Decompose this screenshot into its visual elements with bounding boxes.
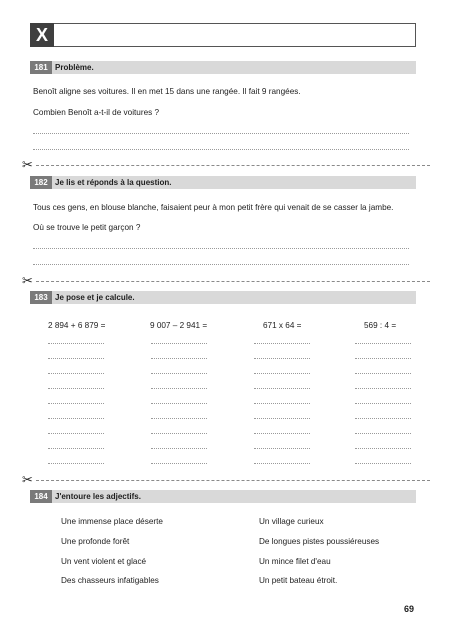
exercise-184-number: 184	[30, 490, 52, 503]
operation-addition: 2 894 + 6 879 =	[48, 321, 106, 330]
adjective-phrase: Des chasseurs infatigables	[61, 576, 159, 585]
calculation-line	[254, 358, 310, 359]
exercise-181-number: 181	[30, 61, 52, 74]
calculation-line	[151, 433, 207, 434]
calculation-line	[355, 463, 411, 464]
scissors-icon: ✂	[22, 157, 33, 172]
calculation-line	[355, 403, 411, 404]
calculation-line	[254, 373, 310, 374]
calculation-line	[48, 418, 104, 419]
adjective-phrase: Un village curieux	[259, 517, 324, 526]
operation-division: 569 : 4 =	[364, 321, 397, 330]
cut-line	[36, 480, 430, 481]
exercise-182-title: Je lis et réponds à la question.	[55, 178, 172, 187]
page-number: 69	[404, 604, 415, 614]
calculation-line	[254, 343, 310, 344]
adjective-phrase: Un mince filet d'eau	[259, 557, 331, 566]
scissors-icon: ✂	[22, 273, 33, 288]
operation-subtraction: 9 007 – 2 941 =	[150, 321, 208, 330]
exercise-183-title: Je pose et je calcule.	[55, 293, 135, 302]
exercise-181-title: Problème.	[55, 63, 94, 72]
calculation-line	[355, 343, 411, 344]
calculation-line	[254, 433, 310, 434]
exercise-182-header	[30, 176, 416, 189]
exercise-184-title: J'entoure les adjectifs.	[55, 492, 141, 501]
calculation-line	[151, 388, 207, 389]
calculation-line	[355, 448, 411, 449]
calculation-line	[254, 463, 310, 464]
exercise-181-header	[30, 61, 416, 74]
exercise-181-statement: Benoît aligne ses voitures. Il en met 15 dans une rangée. Il fait 9 rangées.	[33, 87, 301, 96]
calculation-line	[48, 388, 104, 389]
calculation-line	[48, 463, 104, 464]
calculation-line	[254, 403, 310, 404]
cut-line	[36, 281, 430, 282]
calculation-line	[254, 448, 310, 449]
calculation-line	[151, 373, 207, 374]
adjective-phrase: De longues pistes poussiéreuses	[259, 537, 380, 546]
answer-line	[33, 149, 409, 150]
calculation-line	[355, 388, 411, 389]
adjective-phrase: Une immense place déserte	[61, 517, 163, 526]
exercise-182-number: 182	[30, 176, 52, 189]
calculation-line	[151, 463, 207, 464]
calculation-line	[48, 403, 104, 404]
exercise-182-question: Où se trouve le petit garçon ?	[33, 223, 141, 232]
adjective-phrase: Un petit bateau étroit.	[259, 576, 338, 585]
calculation-line	[151, 358, 207, 359]
adjective-phrase: Un vent violent et glacé	[61, 557, 147, 566]
calculation-line	[48, 448, 104, 449]
exercise-182-statement: Tous ces gens, en blouse blanche, faisaient peur à mon petit frère qui venait de se casser la jambe.	[33, 203, 394, 212]
calculation-line	[48, 373, 104, 374]
calculation-line	[355, 358, 411, 359]
adjective-phrase: Une profonde forêt	[61, 537, 130, 546]
calculation-line	[151, 403, 207, 404]
operation-multiplication: 671 x 64 =	[263, 321, 302, 330]
calculation-line	[48, 433, 104, 434]
answer-line	[33, 248, 409, 249]
calculation-line	[151, 448, 207, 449]
header-box	[30, 23, 416, 47]
exercise-184-header	[30, 490, 416, 503]
calculation-line	[355, 433, 411, 434]
answer-line	[33, 133, 409, 134]
header-letter: X	[30, 23, 54, 47]
calculation-line	[254, 388, 310, 389]
calculation-line	[254, 418, 310, 419]
cut-line	[36, 165, 430, 166]
exercise-181-question: Combien Benoît a-t-il de voitures ?	[33, 108, 160, 117]
exercise-183-number: 183	[30, 291, 52, 304]
answer-line	[33, 264, 409, 265]
exercise-183-header	[30, 291, 416, 304]
calculation-line	[355, 373, 411, 374]
scissors-icon: ✂	[22, 472, 33, 487]
calculation-line	[48, 358, 104, 359]
calculation-line	[355, 418, 411, 419]
calculation-line	[151, 343, 207, 344]
calculation-line	[48, 343, 104, 344]
calculation-line	[151, 418, 207, 419]
